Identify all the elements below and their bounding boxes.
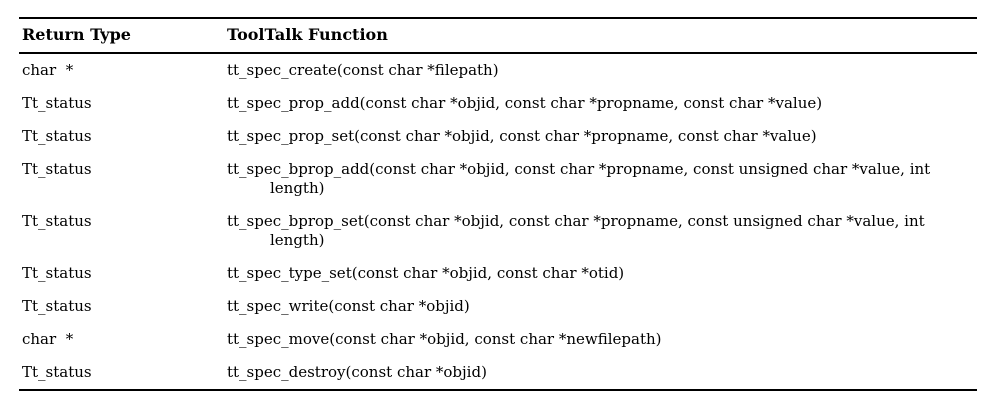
function-signature: tt_spec_prop_set(const char *objid, const char *propname, const char *value) <box>227 127 817 145</box>
function-cell <box>227 363 977 382</box>
table-body <box>19 54 977 389</box>
function-signature: tt_spec_type_set(const char *objid, const char *otid) <box>227 264 625 282</box>
table-bottom-rule <box>19 389 977 391</box>
function-cell <box>227 297 977 316</box>
table-row <box>19 257 977 290</box>
return-type-cell: Tt_status <box>22 264 92 282</box>
function-cell <box>227 330 977 349</box>
function-signature-continuation: length) <box>270 231 325 249</box>
return-type-cell: Tt_status <box>22 160 92 178</box>
column-header-return-type: Return Type <box>22 25 131 44</box>
table-header-row <box>19 19 977 52</box>
function-signature: tt_spec_move(const char *objid, const char *newfilepath) <box>227 330 662 348</box>
return-type-cell: Tt_status <box>22 127 92 145</box>
function-cell <box>227 264 977 283</box>
return-type-cell: char * <box>22 61 74 79</box>
function-cell <box>227 212 977 250</box>
tooltalk-function-reference-table <box>19 17 977 391</box>
function-cell <box>227 160 977 198</box>
function-signature: tt_spec_bprop_add(const char *objid, const char *propname, const unsigned char *value, int <box>227 160 931 178</box>
table-row <box>19 120 977 153</box>
table-row <box>19 323 977 356</box>
function-signature-continuation: length) <box>270 179 325 197</box>
function-signature: tt_spec_create(const char *filepath) <box>227 61 499 79</box>
return-type-cell: Tt_status <box>22 212 92 230</box>
table-row <box>19 356 977 389</box>
return-type-cell: char * <box>22 330 74 348</box>
function-signature: tt_spec_destroy(const char *objid) <box>227 363 487 381</box>
return-type-cell: Tt_status <box>22 94 92 112</box>
return-type-cell: Tt_status <box>22 363 92 381</box>
function-signature: tt_spec_bprop_set(const char *objid, const char *propname, const unsigned char *value, int <box>227 212 925 230</box>
function-cell <box>227 61 977 80</box>
function-signature: tt_spec_prop_add(const char *objid, const char *propname, const char *value) <box>227 94 823 112</box>
table-row <box>19 87 977 120</box>
column-header-tooltalk-function: ToolTalk Function <box>227 25 388 44</box>
function-cell <box>227 127 977 146</box>
table-row <box>19 54 977 87</box>
function-signature: tt_spec_write(const char *objid) <box>227 297 470 315</box>
table-row <box>19 205 977 257</box>
function-cell <box>227 94 977 113</box>
return-type-cell: Tt_status <box>22 297 92 315</box>
table-row <box>19 290 977 323</box>
table-row <box>19 153 977 205</box>
